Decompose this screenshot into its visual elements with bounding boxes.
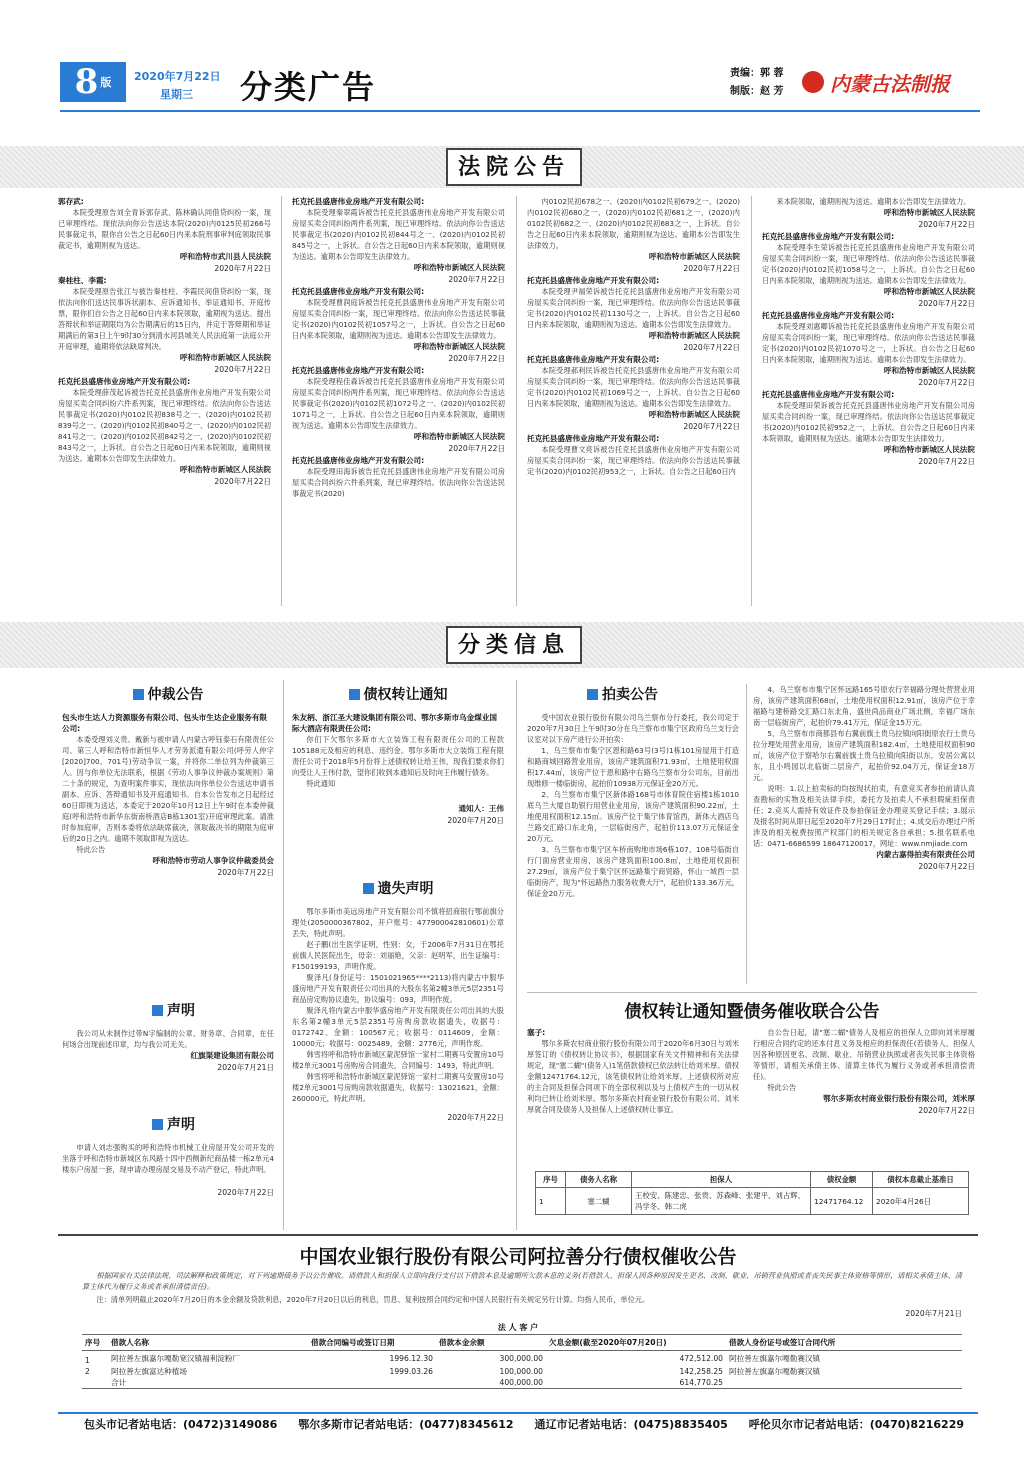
debt-transfer-title-row — [292, 684, 504, 704]
table-row — [82, 1351, 962, 1367]
table-cell: 合计 — [111, 1378, 127, 1387]
court-notice-court: 呼和浩特市新城区人民法院 — [179, 465, 271, 474]
court-notice-body: 本院受理田荣诉被告托克托县盛唐伟业房地产开发有限公司房屋买卖合同纠纷一案，现已审理终结。依法向你公告送达民事裁定书(2020)内0102民初952之一，上诉状。自公告之日起60日内来本院领取，逾期则视为送达。逾期本公告即发生法律效力。 — [762, 401, 975, 443]
lost-title: 遗失声明 — [377, 881, 434, 897]
table-header-row — [82, 1335, 962, 1351]
court-notice-addressee: 秦桂柱、李霞: — [58, 276, 107, 285]
paper-logo — [802, 64, 980, 100]
court-notice — [292, 286, 505, 365]
footer-phone: 鄂尔多斯市记者站电话：(0477)8345612 — [298, 1418, 514, 1431]
court-notice-body: 本院受理程佳森诉被告托克托县盛唐伟业房地产开发有限公司房屋买卖合同纠纷两件系列案，现已审理终结。依法向你公告送达民事裁定书(2020)内0102民初1072号之一、(2020)内0102民初1071号之一，上诉状。自公告之日起60日内来本院领取，逾期则视为送达。逾期本公告即发生法律效力。 — [292, 377, 505, 430]
auction-divider — [746, 684, 747, 984]
lost-notice — [292, 878, 504, 1124]
debt-collection-title: 债权转让通知暨债务催收联合公告 — [624, 1002, 880, 1022]
statement-1 — [62, 1000, 274, 1074]
table-header-cell: 债权本息截止基准日 — [873, 1172, 969, 1188]
court-notice-date: 2020年7月22日 — [448, 354, 505, 363]
auction-title: 拍卖公告 — [602, 687, 658, 703]
court-notice-addressee: 托克托县盛唐伟业房地产开发有限公司: — [762, 232, 895, 241]
court-notice — [58, 275, 271, 376]
arbitration-title: 仲裁公告 — [147, 687, 204, 703]
table-cell: 2020年4月26日 — [873, 1188, 969, 1215]
court-notice-body: 本院受理田海诉被告托克托县盛唐伟业房地产开发有限公司房屋买卖合同纠纷六件系列案，现已审理终结。依法向你公告送达民事裁定书(2020) — [292, 467, 505, 498]
court-notice-addressee: 托克托县盛唐伟业房地产开发有限公司: — [292, 197, 425, 206]
court-notice-addressee: 托克托县盛唐伟业房地产开发有限公司: — [292, 366, 425, 375]
court-notice-court: 呼和浩特市新城区人民法院 — [883, 208, 975, 217]
auction-col-b — [753, 684, 975, 984]
arbitration-title-row — [62, 684, 274, 704]
statement-1-title: 声明 — [167, 1003, 195, 1019]
lost-item: 赵子鹏(出生医学证明，性别：女，于2006年7月31日在鄂托前旗人民医院出生，母亲：刘丽艳，父亲：赵明军，出生证编号：F150199193，声明作废。 — [292, 940, 504, 971]
court-notice-date: 2020年7月22日 — [918, 378, 975, 387]
table-header-row — [536, 1172, 969, 1188]
auction-notice — [527, 684, 977, 984]
court-notice-date: 2020年7月22日 — [918, 457, 975, 466]
table-cell: 142,258.25 — [679, 1367, 723, 1376]
statement-2-date: 2020年7月22日 — [217, 1188, 274, 1197]
court-notice — [762, 389, 975, 468]
court-notice-court: 呼和浩特市新城区人民法院 — [179, 353, 271, 362]
table-cell — [82, 1377, 108, 1389]
statement-2-title-row — [62, 1114, 274, 1134]
table-cell — [308, 1377, 436, 1389]
court-notice-court: 呼和浩特市武川县人民法院 — [179, 252, 271, 261]
court-divider-1 — [281, 196, 282, 606]
court-notice-date: 2020年7月22日 — [683, 343, 740, 352]
debt-transfer-addressee: 朱友柄、浙江圣大建设集团有限公司、鄂尔多斯市乌金煤业国际大酒店有限责任公司: — [292, 713, 498, 733]
auction-date: 2020年7月22日 — [918, 862, 975, 871]
debt-transfer-date: 2020年7月20日 — [447, 816, 504, 825]
court-notice-date: 2020年7月22日 — [214, 477, 271, 486]
court-notice — [527, 433, 740, 477]
lost-item: 聚泽凡将内蒙古中服华盛房地产开发有限责任公司出具的大股东名第2幢3单元5层2351号房购房款收据遗失，收据号：0172742、金额：100567元；收据号：0114609，金额：10000元；收据号：0025489，金额：2776元，声明作废。 — [292, 1006, 504, 1048]
section-name: 分类广告 — [240, 68, 377, 106]
page-number: 8 — [74, 62, 99, 102]
debt-collection-body2: 自公告日起，请"塞二蝴"债务人及相应的担保人立即向刘米厚履行相应合同约定的还本付息义务及相应的担保责任(若债务人、担保人因各种原因更名、改制、歇业、吊销营业执照或者丧失民事主体资格等情形，请相关承债主体、清算主体代为履行义务或者承担清偿责任)。 — [753, 1028, 975, 1081]
table-cell: 2 — [85, 1367, 90, 1376]
court-notice-body: 本院受理郝利民诉被告托克托县盛唐伟业房地产开发有限公司房屋买卖合同纠纷一案，现已审理终结。依法向你公告送达民事裁定书(2020)内0102民初1069号之一，上诉状。自公告之日起60日内来本院领取，逾期则视为送达。逾期本公告即发生法律效力。 — [527, 366, 740, 408]
debt-transfer-org: 通知人：王伟 — [458, 804, 504, 813]
page-label: 版 — [100, 76, 112, 89]
paper-name: 内蒙古法制报 — [830, 71, 950, 96]
court-notice-date: 2020年7月22日 — [214, 365, 271, 374]
lost-date: 2020年7月22日 — [447, 1113, 504, 1122]
court-notice — [292, 455, 505, 499]
auction-intro: 受中国农业银行股份有限公司乌兰察布分行委托，我公司定于2020年7月30日上午9时30分在乌兰察布市集宁区政府乌兰支行会议室对以下房产进行公开拍卖： — [527, 713, 739, 744]
court-notice-body: 本院受理秦翠霞诉被告托克托县盛唐伟业房地产开发有限公司房屋买卖合同纠纷两件系列案，现已审理终结。依法向你公告送达民事裁定书(2020)内0102民初844号之一、(2020)内0102民初845号之一，上诉状。自公告之日起60日内来本院领取，逾期则视为送达。逾期本公告即发生法律效力。 — [292, 208, 505, 261]
table-header-cell: 借款人名称 — [111, 1338, 149, 1347]
court-notice — [292, 196, 505, 286]
table-cell: 阿拉善左旗嘉尔嘎勒赛汉镇 — [729, 1354, 821, 1363]
statement-1-org: 红旗渠建设集团有限公司 — [190, 1051, 274, 1060]
court-notice-date: 2020年7月22日 — [918, 220, 975, 229]
court-notice-body: 本院受理曹润庭诉被告托克托县盛唐伟业房地产开发有限公司房屋买卖合同纠纷一案，现已审理终结。依法向你公告送达民事裁定书(2020)内0102民初1057号之一，上诉状。自公告之日起60日内来本院领取，逾期则视为送达。逾期本公告即发生法律效力。 — [292, 298, 505, 340]
court-notice-court: 呼和浩特市新城区人民法院 — [413, 342, 505, 351]
table-row — [536, 1188, 969, 1215]
arbitration-end: 特此公告 — [76, 845, 106, 854]
table-cell: 塞二蝴 — [566, 1188, 632, 1215]
auction-org: 内蒙古嘉得拍卖有限责任公司 — [876, 850, 975, 859]
abc-notice — [58, 1234, 978, 1410]
abc-notice-body: 根据国家有关法律法规、司法解释和政策规定，对下列逾期债务予以公告催收。请借款人和担保人立即向我行支付以下借款本息及逾期所欠款本息的义务(若借款人、担保人因各种原因发生更名、改制、歇业、吊销营业执照或者丧失民事主体资格等情形，请相关承债主体、清算主体代为履行义务或者承担清偿责任)。 — [82, 1271, 962, 1291]
auction-item: 2、乌兰察布市集宁区新体路168号市体育院住宿楼1栋1010底乌兰大厦自助银行用营业业用房，该房产建筑面积90.22㎡，土地使用权面积12.15㎡。该房产位于集宁体育馆西，新体大酒店乌兰路交汇路口东北角，一层临街房产，起拍价113.07万元保证金20万元。 — [527, 790, 739, 843]
court-notice-addressee: 托克托县盛唐伟业房地产开发有限公司: — [527, 355, 660, 364]
court-notice-court: 呼和浩特市新城区人民法院 — [648, 252, 740, 261]
debt-transfer-notice — [292, 684, 504, 827]
court-notice-body: 本院受理尹福荣诉被告托克托县盛唐伟业房地产开发有限公司房屋买卖合同纠纷一案，现已审理终结。依法向你公告送达民事裁定书(2020)内0102民初1130号之一，上诉状。自公告之日起60日内来本院领取，逾期则视为送达。逾期本公告即发生法律效力。 — [527, 287, 740, 329]
statement-2-title: 声明 — [167, 1117, 195, 1133]
table-header-cell: 债权金额 — [811, 1172, 873, 1188]
court-divider-3 — [751, 196, 752, 606]
lost-title-row — [292, 878, 504, 898]
abc-table — [82, 1334, 962, 1389]
court-notice-addressee: 托克托县盛唐伟业房地产开发有限公司: — [58, 377, 191, 386]
square-bullet-icon — [152, 1119, 163, 1130]
court-notice — [762, 231, 975, 310]
table-header-cell: 借款人身份证号或签订合同代所 — [729, 1338, 836, 1347]
debt-collection-body: 鄂尔多斯农村商业银行股份有限公司于2020年6月30日与刘米厚签订的《债权转让协议书》，根据国家有关文件精神和有关法律规定，现"塞二蝴"(债务人)1笔借款债权已依法转让给刘米厚。债权金额12471764.12元，该笔债权转让给刘米厚。上述债权所对应的主合同及担保合同项下的全部权利以及与上债权产生的一切从权利均已转让给刘米厚。鄂尔多斯农村商业银行股份有限公司、刘米厚就合同及债务人及担保人上述债权转让事宜。 — [527, 1039, 739, 1114]
court-notice-addressee: 托克托县盛唐伟业房地产开发有限公司: — [762, 390, 895, 399]
table-header-cell: 担保人 — [632, 1172, 811, 1188]
square-bullet-icon — [587, 689, 598, 700]
table-cell: 阿拉善左旗嘉尔嘎勒赛汉镇 — [729, 1367, 821, 1376]
table-cell: 100,000.00 — [499, 1367, 543, 1376]
court-notice — [292, 365, 505, 455]
table-header-cell: 欠息金额(截至2020年07月20日) — [549, 1338, 667, 1347]
debt-transfer-title: 债权转让通知 — [363, 687, 448, 703]
table-row — [82, 1366, 962, 1377]
court-notice — [58, 376, 271, 488]
court-notice-date: 2020年7月22日 — [214, 264, 271, 273]
auction-title-row — [587, 684, 658, 704]
debt-transfer-body: 你们下欠鄂尔多斯市大立装饰工程有限责任公司的工程款105188元及相应的利息、违约金。鄂尔多斯市大立装饰工程有限责任公司于2018年5月份将上述债权转让给王伟，现我们要求你们向受让人王伟付款，望你们收到本通知后及时向王伟履行债务。 — [292, 735, 504, 777]
court-notice — [527, 354, 740, 433]
court-notice-addressee: 托克托县盛唐伟业房地产开发有限公司: — [292, 456, 425, 465]
table-cell: 阿拉善左旗富达种植场 — [111, 1367, 187, 1376]
arbitration-date: 2020年7月22日 — [217, 868, 274, 877]
logo-mark-icon — [802, 71, 824, 93]
court-notice-body: 内0102民初678之一、(2020)内0102民初679之一、(2020)内0102民初680之一、(2020)内0102民初681之一、(2020)内0102民初682之一、(2020)内0102民初683之一，上诉状。自公告之日起60日内来本院领取，逾期则视为送达。逾期本公告即发生法律效力。 — [527, 197, 740, 250]
debt-collection-col-b — [753, 1027, 975, 1167]
footer-phone: 呼伦贝尔市记者站电话：(0470)8216229 — [748, 1418, 964, 1431]
table-cell: 1999.03.26 — [389, 1367, 433, 1376]
table-header-cell: 借款合同编号或签订日期 — [311, 1338, 395, 1347]
court-notice-body: 本院受理原告刘全青诉郭存武、陈林确认同借贷纠纷一案，现已审理终结。现依法向你公告送达本院(2020)内0125民初266号民事裁定书，限你自公告之日起60日内来本院刑事审判庭领取民事裁定书，逾期则视为送达。 — [58, 208, 271, 250]
auction-item: 3、乌兰察布市集宁区车桥南购地市场6栋107、108号临街自行门面房营业用房，该房产建筑面积100.8㎡，土地使用权面积27.29㎡，该房产位于集宁区怀远路集宁商贸路，怀山一城西一层临街房产，现为"怀远路热力服务收费大厅"，起拍价133.36万元，保证金20万元。 — [527, 845, 739, 898]
court-notice — [527, 275, 740, 354]
court-notice-body: 本院受理刘惠卿诉被告托克托县盛唐伟业房地产开发有限公司房屋买卖合同纠纷一案，现已审理终结。依法向你公告送达民事裁定书(2020)内0102民初1070号之一，上诉状。自公告之日起60日内来本院领取，逾期则视为送达。逾期本公告即发生法律效力。 — [762, 322, 975, 364]
court-col-2 — [292, 196, 505, 616]
court-notice-court: 呼和浩特市新城区人民法院 — [883, 445, 975, 454]
editor-credit: 责编：郭 蓉 — [730, 68, 784, 79]
court-notice-addressee: 托克托县盛唐伟业房地产开发有限公司: — [527, 276, 660, 285]
court-notice — [762, 196, 975, 231]
masthead — [60, 60, 980, 108]
table-header-cell: 序号 — [536, 1172, 566, 1188]
square-bullet-icon — [152, 1005, 163, 1016]
debt-transfer-end: 特此通知 — [306, 779, 336, 788]
court-notice-addressee: 托克托县盛唐伟业房地产开发有限公司: — [292, 287, 425, 296]
court-notice-date: 2020年7月22日 — [448, 444, 505, 453]
statement-1-date: 2020年7月21日 — [217, 1063, 274, 1072]
abc-notice-date: 2020年7月21日 — [905, 1309, 962, 1318]
square-bullet-icon — [363, 883, 374, 894]
table-cell: 12471764.12 — [811, 1188, 873, 1215]
table-cell: 1 — [85, 1356, 90, 1365]
table-cell: 1 — [536, 1188, 566, 1215]
court-notice-body: 本院受理薛茂起诉被告托克托县盛唐伟业房地产开发有限公司房屋买卖合同纠纷六件系列案，现已审理终结。依法向你公告送达民事裁定书(2020)内0102民初838号之一、(2020)内0102民初839号之一、(2020)内0102民初840号之一、(2020)内0102民初841号之一、(2020)内0102民初842号之一、(2020)内0102民初843号之一，上诉状。自公告之日起60日内来本院领取，逾期则视为送达。逾期本公告即发生法律效力。 — [58, 388, 271, 463]
court-notice-court: 呼和浩特市新城区人民法院 — [648, 410, 740, 419]
court-notice-addressee: 托克托县盛唐伟业房地产开发有限公司: — [762, 311, 895, 320]
classified-divider-1 — [283, 680, 284, 1230]
issue-date: 2020年7月22日 — [134, 70, 221, 83]
table-row — [82, 1377, 962, 1389]
arbitration-addressee: 包头市生达人力资源服务有限公司、包头市生达企业服务有限公司: — [62, 713, 268, 733]
lost-item: 韩雪将呼和浩特市新城区蒙泥驿馆一家村二期赛马安置房10号楼2单元3001号房购房款收据遗失，收据号：13021621，金额：260000元，特此声明。 — [292, 1072, 504, 1103]
table-header-cell: 序号 — [85, 1338, 101, 1347]
table-cell: 阿拉善左旗嘉尔嘎勒宽汉镇福利淀粉厂 — [111, 1354, 241, 1363]
square-bullet-icon — [133, 689, 144, 700]
debt-collection-end: 特此公告 — [767, 1083, 797, 1092]
court-notice-addressee: 郭存武: — [58, 197, 84, 206]
court-notice-body: 本院受理原告张江与被告秦桂柱、李霞民间借贷纠纷一案，现依法向你们送达民事诉状副本、应诉通知书、举证通知书、开庭传票，限你们自公告之日起60日内来本院领取，逾期视为送达。提出答辩状和举证期限均为公告期满后的15日内，并定于答辩期和举证期满后的第3日上午9时30分到清水河县城关人民法庭第一法庭公开开庭审理，逾期将依法缺席判决。 — [58, 287, 271, 351]
auction-item: 4、乌兰察布市集宁区怀远路165号原农行幸福路分理处营营业用房，该房产建筑面积68㎡，土地使用权面积12.91㎡，该房产位于幸福路与建桥路交汇路口东北角，盛世尚品商业广场北侧，幸福广场东南一层临街房产，起拍价79.41万元，保证金15万元。 — [753, 685, 975, 727]
debt-collection-date: 2020年7月22日 — [918, 1106, 975, 1115]
statement-2-body: 申请人刘志强购买的呼和浩特市机械工业房屋开发公司开发的坐落于呼和浩特市新城区东风路十四中西侧新纪商品楼一栋2单元4楼东户房屋一套，现申请办理房屋交易及不动产登记，特此声明。 — [62, 1143, 274, 1174]
statement-1-title-row — [62, 1000, 274, 1020]
auction-item: 5、乌兰察布市商都县布右翼前旗土贵乌拉镇向阳街原农行土贵乌拉分理处用营业用房，该房产建筑面积182.4㎡，土地使用权面积90㎡，该房产位于察哈尔右翼前旗土贵乌拉镇向阳街以东，安居公寓以东，且小鸣园以北临街二层房产，起拍价92.04万元，保证金18万元。 — [753, 729, 975, 782]
table-header-cell: 借款本金余额 — [439, 1338, 485, 1347]
table-cell — [726, 1377, 962, 1389]
table-cell: 400,000.00 — [499, 1378, 543, 1387]
court-notice-court: 呼和浩特市新城区人民法院 — [883, 287, 975, 296]
abc-group-header: 法 人 客 户 — [497, 1323, 539, 1332]
classified-divider-2 — [516, 680, 517, 1230]
court-notice-court: 呼和浩特市新城区人民法院 — [413, 263, 505, 272]
court-notice-date: 2020年7月22日 — [448, 275, 505, 284]
auction-col-a — [527, 712, 739, 984]
table-cell: 王校安、陈建忠、张贵、苏森峰、张建平、刘占辉、冯学冬、韩二虎 — [632, 1188, 811, 1215]
producer-credit: 制版：赵 芳 — [730, 86, 784, 97]
debt-collection-col-a — [527, 1027, 739, 1167]
debt-collection-table — [535, 1171, 969, 1215]
court-notice — [58, 196, 271, 275]
court-notice-body: 本院受理李生荣诉被告托克托县盛唐伟业房地产开发有限公司房屋买卖合同纠纷一案，现已审理终结。依法向你公告送达民事裁定书(2020)内0102民初1058号之一，上诉状。自公告之日起60日内来本院领取，逾期则视为送达。逾期本公告即发生法律效力。 — [762, 243, 975, 285]
masthead-rule — [60, 110, 980, 112]
court-col-4 — [762, 196, 975, 616]
court-notice — [762, 310, 975, 389]
arbitration-org: 呼和浩特市劳动人事争议仲裁委员会 — [152, 856, 274, 865]
court-notice-body: 本院受理曹文亮诉被告托克托县盛唐伟业房地产开发有限公司房屋买卖合同纠纷一案，现已审理终结。依法向你公告送达民事裁定书(2020)内0102民初953之一，上诉状。自公告之日起60日内 — [527, 445, 740, 476]
debt-collection-notice — [527, 992, 977, 1230]
issue-weekday: 星期三 — [160, 88, 193, 101]
arbitration-body: 本委受理刘义贵、戴新与被申请人内蒙古呼钰泰石有限责任公司、第三人呼和浩特市新恒华人才劳务派遣有限公司(呼劳人仲字[2020]700、701号)劳动争议一案，并将你二单位列为仲裁第三人。因与你单位无法联系，根据《劳动人事争议仲裁办案规则》第二十条的规定，为查明案件事实，现依法向你单位公告送达申请书副本、应诉、答辩通知书及开庭通知书。自本公告发布之日起经过60日即视为送达，本委定于2020年10月12日上午9时在本委仲裁庭(呼和浩特市新华东街南桥酒店B栋1301室)开庭审理此案。请准时参加庭审，否则本委将依法缺席裁决，领取裁决书的期限为庭审后的20日之内。逾期不领取即视为送达。 — [62, 735, 274, 843]
court-notice-date: 2020年7月22日 — [683, 264, 740, 273]
debt-collection-addressee: 塞子: — [527, 1028, 546, 1037]
footer-rule — [58, 1412, 978, 1414]
statement-1-body: 我公司从未制作过带N字编制的公章、财务章、合同章，在任何场合出现前述印章，均与我公司无关。 — [62, 1029, 274, 1049]
court-notice-date: 2020年7月22日 — [683, 422, 740, 431]
statement-2 — [62, 1114, 274, 1199]
arbitration-notice — [62, 684, 274, 879]
lost-item: 韩雪将呼和浩特市新城区蒙泥驿馆一家村二期赛马安置房10号楼2单元3001号房购房合同遗失，合同编号：1493，特此声明。 — [292, 1050, 504, 1070]
court-notice-court: 呼和浩特市新城区人民法院 — [413, 432, 505, 441]
page-number-box — [60, 62, 126, 102]
auction-notes: 说明：1.以上拍卖标的均按现状拍卖，有意竞买者参拍前请认真查勘标的实物及相关法律手续，委托方及拍卖人不承担瑕疵担保责任；2.竞买人需持有效证件及参拍保证金办理竞买登记手续；3.展示及报名时间从即日起至2020年7月29日17时止；4.成交后办理过户所涉及的相关税费按照产权部门的相关规定各自承担；5.报名联系电话：0471-6686599 18647120017，网址：www.nmjiade.com — [753, 784, 975, 848]
debt-collection-org: 鄂尔多斯农村商业银行股份有限公司，刘米厚 — [823, 1094, 975, 1103]
table-cell: 1996.12.30 — [389, 1354, 433, 1363]
table-cell: 472,512.00 — [679, 1354, 723, 1363]
footer-phone: 通辽市记者站电话：(0475)8835405 — [534, 1418, 728, 1431]
court-notice-date: 2020年7月22日 — [918, 299, 975, 308]
abc-notice-note: 注：清单列明截止2020年7月20日的本金余额及贷款利息，2020年7月20日以后的利息，罚息、复利按照合同约定和中国人民银行有关规定另行计算。均指人民币，单位元。 — [96, 1295, 650, 1304]
classified-section-title: 分类信息 — [446, 626, 582, 664]
lost-item: 聚泽凡(身份证号：1501021965****2113)将内蒙古中服华盛房地产开发有限责任公司出具的大股东名第2幢3单元5层2351号商品房定购协议遗失，协议编号：093，声明作废。 — [292, 973, 504, 1004]
footer — [84, 1416, 964, 1432]
square-bullet-icon — [349, 689, 360, 700]
court-notice-court: 呼和浩特市新城区人民法院 — [883, 366, 975, 375]
court-section-title: 法院公告 — [446, 148, 582, 186]
lost-item: 鄂尔多斯市美远房地产开发有限公司不慎将招商银行鄂前旗分理处(2050000367802，开户账号：477900042810601)公章丢失，特此声明。 — [292, 907, 504, 938]
table-header-cell: 债务人名称 — [566, 1172, 632, 1188]
court-col-3 — [527, 196, 740, 616]
court-notice-court: 呼和浩特市新城区人民法院 — [648, 331, 740, 340]
court-notice — [527, 196, 740, 275]
table-cell: 300,000.00 — [499, 1354, 543, 1363]
footer-phone: 包头市记者站电话：(0472)3149086 — [84, 1418, 278, 1431]
auction-item: 1、乌兰察布市集宁区恩和路63号(3号)1栋101房屋用于打造和路商城回路营业用房，该房产建筑面积71.93㎡，土地使用权面积17.44㎡，该房产位于恩和路中右路乌兰察布分公司东，目前出现维修一楼临街房，起拍价10938万元保证金20万元。 — [527, 746, 739, 788]
court-notice-body: 来本院领取，逾期则视为送达。逾期本公告即发生法律效力。 — [776, 197, 971, 206]
court-col-1 — [58, 196, 271, 616]
table-cell: 614,770.25 — [679, 1378, 723, 1387]
court-divider-2 — [516, 196, 517, 606]
court-notice-addressee: 托克托县盛唐伟业房地产开发有限公司: — [527, 434, 660, 443]
abc-notice-title: 中国农业银行股份有限公司阿拉善分行债权催收公告 — [299, 1246, 737, 1268]
